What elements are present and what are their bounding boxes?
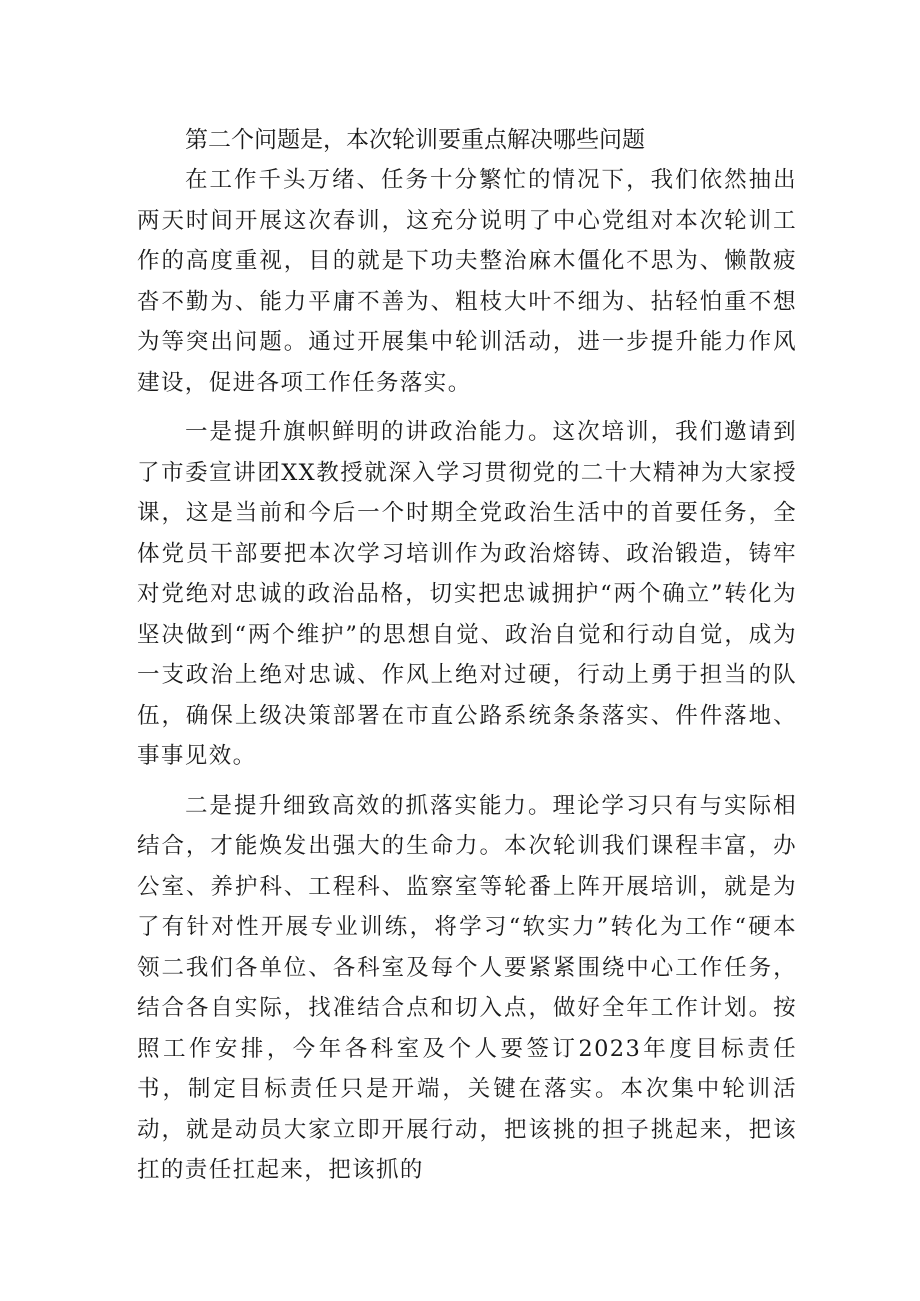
paragraph-implementation-ability: 二是提升细致高效的抓落实能力。理论学习只有与实际相结合，才能焕发出强大的生命力。本次轮训我们课程丰富，办公室、养护科、工程科、监察室等轮番上阵开展培训，就是为了有针对性开展专业训练，将学习“软实力”转化为工作“硬本领二我们各单位、各科室及每个人要紧紧围绕中心工作任务，结合各自实际，找准结合点和切入点，做好全年工作计划。按照工作安排，今年各科室及个人要签订2023年度目标责任书，制定目标责任只是开端，关键在落实。本次集中轮训活动，就是动员大家立即开展行动，把该挑的担子挑起来，把该扛的责任扛起来，把该抓的 xyxy=(137,792,797,1183)
paragraph-political-ability: 一是提升旗帜鲜明的讲政治能力。这次培训，我们邀请到了市委宣讲团XX教授就深入学习贯彻党的二十大精神为大家授课，这是当前和今后一个时期全党政治生活中的首要任务，全体党员干部要把本次学习培训作为政治熔铸、政治锻造，铸牢对党绝对忠诚的政治品格，切实把忠诚拥护“两个确立”转化为坚决做到“两个维护”的思想自觉、政治自觉和行动自觉，成为一支政治上绝对忠诚、作风上绝对过硬，行动上勇于担当的队伍，确保上级决策部署在市直公路系统条条落实、件件落地、事事见效。 xyxy=(137,419,797,769)
paragraph-spacer xyxy=(137,403,797,412)
paragraph-intro: 在工作千头万绪、任务十分繁忙的情况下，我们依然抽出两天时间开展这次春训，这充分说明了中心党组对本次轮训工作的高度重视，目的就是下功夫整治麻木僵化不思为、懒散疲沓不勤为、能力平庸不善为、粗枝大叶不细为、拈轻怕重不想为等突出问题。通过开展集中轮训活动，进一步提升能力作风建设，促进各项工作任务落实。 xyxy=(137,167,797,396)
paragraph-spacer xyxy=(137,777,797,786)
section-heading: 第二个问题是，本次轮训要重点解决哪些问题 xyxy=(185,127,645,153)
document-body xyxy=(137,120,797,1191)
